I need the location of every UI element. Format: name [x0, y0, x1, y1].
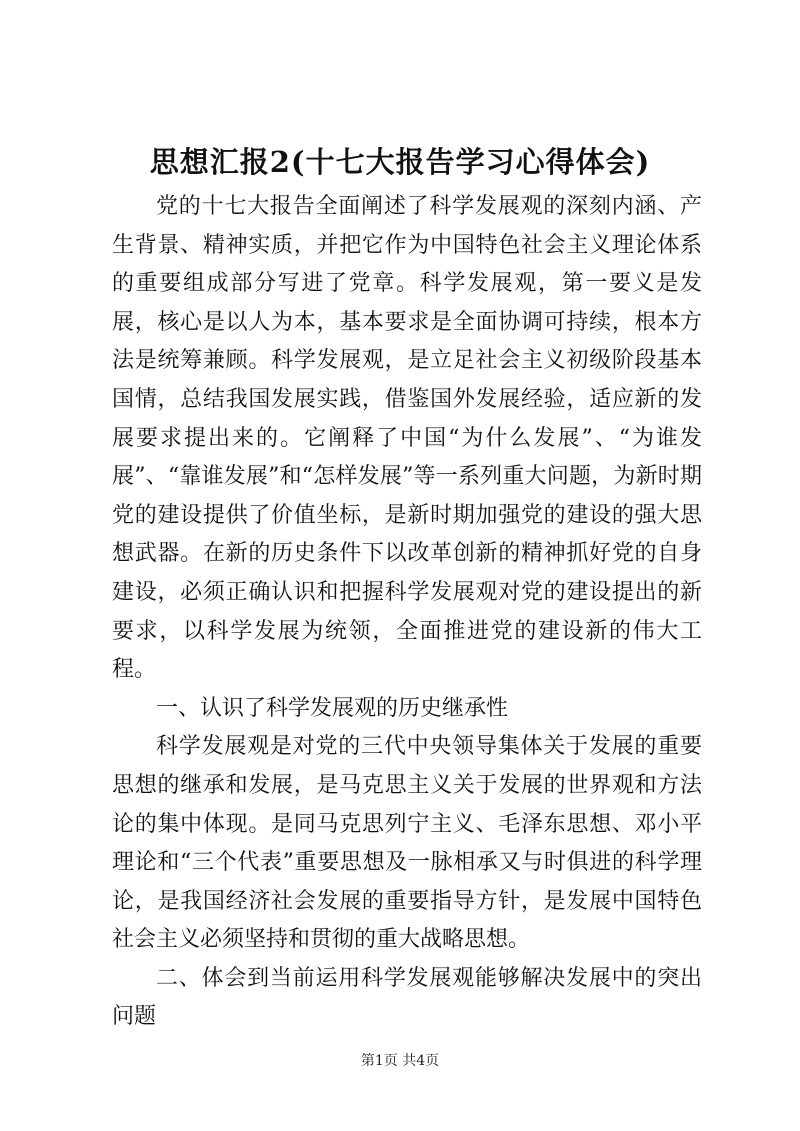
section-heading-1: 一、认识了科学发展观的历史继承性: [156, 695, 509, 721]
document-body: [112, 188, 702, 1037]
paragraph-section-1: 科学发展观是对党的三代中央领导集体关于发展的重要思想的继承和发展，是马克思主义关于发展的世界观和方法论的集中体现。是同马克思列宁主义、毛泽东思想、邓小平理论和“三个代表”重要思想及一脉相承又与时俱进的科学理论，是我国经济社会发展的重要指导方针，是发展中国特色社会主义必须坚持和贯彻的重大战略思想。: [112, 734, 702, 953]
section-heading-2: 二、体会到当前运用科学发展观能够解决发展中的突出问题: [112, 965, 702, 1030]
paragraph-intro: 党的十七大报告全面阐述了科学发展观的深刻内涵、产生背景、精神实质，并把它作为中国特色社会主义理论体系的重要组成部分写进了党章。科学发展观，第一要义是发展，核心是以人为本，基本要求是全面协调可持续，根本方法是统筹兼顾。科学发展观，是立足社会主义初级阶段基本国情，总结我国发展实践，借鉴国外发展经验，适应新的发展要求提出来的。它阐释了中国“为什么发展”、“为谁发展”、“靠谁发展”和“怎样发展”等一系列重大问题，为新时期党的建设提供了价值坐标，是新时期加强党的建设的强大思想武器。在新的历史条件下以改革创新的精神抓好党的自身建设，必须正确认识和把握科学发展观对党的建设提出的新要求，以科学发展为统领，全面推进党的建设新的伟大工程。: [112, 194, 702, 683]
page-footer: 第1页 共4页: [360, 1053, 440, 1069]
document-title: 思想汇报2(十七大报告学习心得体会): [149, 145, 651, 179]
